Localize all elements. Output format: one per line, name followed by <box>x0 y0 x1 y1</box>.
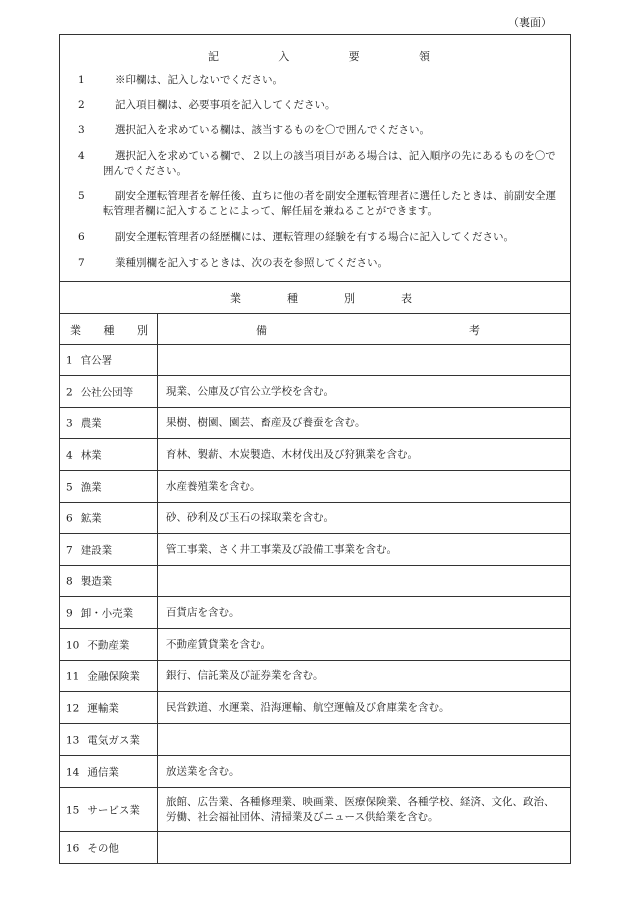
industry-name: 農業 <box>80 417 102 430</box>
row-number: 10 <box>66 639 80 651</box>
instruction-number: 6 <box>78 231 85 243</box>
instruction-text: 副安全運転管理者を解任後、直ちに他の者を副安全運転管理者に選任したときは、前副安全運転管理者欄に記入することによって、解任届を兼ねることができます。 <box>103 190 556 217</box>
row-number: 9 <box>66 607 73 619</box>
table-row <box>60 756 570 788</box>
industry-cell <box>66 605 133 620</box>
header-remarks <box>256 322 480 338</box>
industry-cell <box>66 700 119 715</box>
row-number: 13 <box>66 734 80 746</box>
table-header <box>60 314 570 345</box>
industry-name: 製造業 <box>80 575 113 588</box>
title-char: 記 <box>208 50 219 63</box>
remarks-cell: 旅館、広告業、各種修理業、映画業、医療保険業、各種学校、経済、文化、政治、労働、社会福祉団体、清掃業及びニュース供給業を含む。 <box>166 795 555 823</box>
row-number: 3 <box>66 417 73 430</box>
header-char: 業 <box>70 324 81 337</box>
row-number: 12 <box>66 702 80 714</box>
table-row <box>60 503 570 534</box>
table-row <box>60 692 570 724</box>
table-row <box>60 344 570 376</box>
industry-name: 電気ガス業 <box>87 734 140 746</box>
industry-name: 鉱業 <box>80 512 102 525</box>
industry-cell <box>66 764 119 779</box>
remarks-cell: 百貨店を含む。 <box>166 606 240 618</box>
row-number: 14 <box>66 766 80 778</box>
instruction-text: 記入項目欄は、必要事項を記入してください。 <box>115 99 336 111</box>
industry-cell <box>66 447 102 462</box>
row-number: 11 <box>66 670 80 683</box>
table-row <box>60 376 570 408</box>
title-char: 要 <box>348 50 360 63</box>
title-char: 種 <box>287 292 298 305</box>
title-char: 表 <box>401 292 412 305</box>
industry-cell <box>66 637 129 652</box>
instruction-text: 選択記入を求めている欄で、２以上の該当項目がある場合は、記入順序の先にあるものを〇で囲んでください。 <box>103 150 556 177</box>
row-number: 7 <box>66 544 73 556</box>
industry-name: 公社公団等 <box>80 386 134 398</box>
table-title-row <box>60 281 570 314</box>
form-frame <box>59 34 571 864</box>
industry-cell <box>66 669 140 684</box>
industry-name: 金融保険業 <box>87 670 140 683</box>
instruction-number: 7 <box>78 257 85 269</box>
table-row <box>60 629 570 661</box>
remarks-cell: 果樹、樹園、園芸、畜産及び養蚕を含む。 <box>166 416 366 429</box>
industry-name: 漁業 <box>80 481 102 493</box>
industry-name: 建設業 <box>80 544 113 556</box>
row-number: 2 <box>66 386 73 398</box>
industry-cell <box>66 732 140 747</box>
industry-name: その他 <box>87 842 119 854</box>
instructions-title <box>208 48 430 64</box>
header-char: 種 <box>103 324 115 337</box>
table-title <box>230 290 412 306</box>
header-char: 考 <box>469 324 480 337</box>
instruction-text: 副安全運転管理者の経歴欄には、運転管理の経験を有する場合に記入してください。 <box>115 231 514 243</box>
instruction-item <box>78 230 562 245</box>
remarks-cell: 銀行、信託業及び証券業を含む。 <box>166 669 324 682</box>
instruction-item <box>78 256 562 271</box>
industry-name: 運輸業 <box>87 702 119 714</box>
row-number: 5 <box>66 481 73 493</box>
title-char: 業 <box>230 292 241 305</box>
industry-name: 卸・小売業 <box>80 607 134 619</box>
industry-cell <box>66 840 119 855</box>
instruction-number: 3 <box>78 124 85 136</box>
table-row <box>60 534 570 566</box>
row-number: 15 <box>66 804 80 816</box>
instructions-section <box>60 35 570 282</box>
remarks-cell: 民営鉄道、水運業、沿海運輸、航空運輸及び倉庫業を含む。 <box>166 701 450 713</box>
industry-cell <box>66 384 133 399</box>
table-row <box>60 566 570 597</box>
table-row <box>60 832 570 863</box>
remarks-cell: 現業、公庫及び官公立学校を含む。 <box>166 385 334 397</box>
instruction-text: 選択記入を求めている欄は、該当するものを〇で囲んでください。 <box>115 124 430 136</box>
industry-cell <box>66 542 112 557</box>
row-number: 16 <box>66 842 80 854</box>
remarks-cell: 放送業を含む。 <box>166 765 240 777</box>
instruction-item <box>78 123 562 138</box>
industry-name: 林業 <box>80 449 102 461</box>
industry-name: 官公署 <box>80 354 113 366</box>
instruction-number: 5 <box>78 190 85 202</box>
title-char: 領 <box>418 50 430 63</box>
table-row <box>60 471 570 503</box>
industry-cell <box>66 352 112 367</box>
instruction-number: 1 <box>78 74 85 86</box>
instruction-item <box>78 149 562 179</box>
industry-name: 通信業 <box>87 766 119 778</box>
industry-cell <box>66 802 140 817</box>
header-char: 備 <box>256 324 267 337</box>
industry-cell <box>66 416 102 431</box>
instruction-number: 4 <box>78 150 85 162</box>
industry-cell <box>66 574 112 589</box>
row-number: 1 <box>66 354 73 366</box>
remarks-cell: 不動産賃貸業を含む。 <box>166 638 271 650</box>
header-char: 別 <box>137 324 148 337</box>
industry-cell <box>66 511 102 526</box>
table-row <box>60 597 570 629</box>
instruction-number: 2 <box>78 99 85 111</box>
instruction-text: 業種別欄を記入するときは、次の表を参照してください。 <box>115 257 388 269</box>
instruction-item <box>78 98 562 113</box>
title-char: 入 <box>278 50 290 63</box>
table-row <box>60 408 570 439</box>
industry-cell <box>66 479 102 494</box>
instruction-item <box>78 73 562 88</box>
industry-name: 不動産業 <box>87 639 130 651</box>
remarks-cell: 砂、砂利及び玉石の採取業を含む。 <box>166 511 334 524</box>
remarks-cell: 水産養殖業を含む。 <box>166 480 261 492</box>
remarks-cell: 管工事業、さく井工事業及び設備工事業を含む。 <box>166 543 397 555</box>
page-side-label: （裏面） <box>508 16 552 29</box>
table-row <box>60 661 570 692</box>
table-row <box>60 724 570 756</box>
row-number: 8 <box>66 575 73 588</box>
table-row <box>60 439 570 471</box>
instruction-text: ※印欄は、記入しないでください。 <box>115 74 283 86</box>
remarks-cell: 育林、製薪、木炭製造、木材伐出及び狩猟業を含む。 <box>166 448 418 460</box>
row-number: 6 <box>66 512 73 525</box>
table-row <box>60 788 570 832</box>
industry-name: サービス業 <box>87 804 140 816</box>
instruction-item <box>78 189 562 219</box>
title-char: 別 <box>344 292 355 305</box>
row-number: 4 <box>66 449 73 461</box>
header-industry <box>70 322 148 338</box>
